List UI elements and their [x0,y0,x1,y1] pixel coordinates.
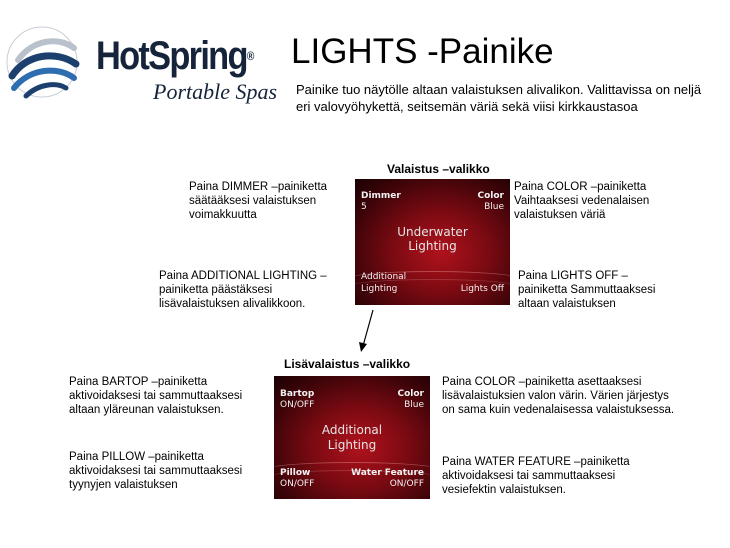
screen-center-line2: Lighting [408,239,457,253]
intro-text: Painike tuo näytölle altaan valaistuksen alivalikon. Valittavissa on neljä eri valovyöhykettä, seitsemän väriä sekä viisi kirkkaustasoa [296,82,702,114]
pillow-value: ON/OFF [280,479,315,489]
bartop-button-title[interactable]: Bartop [280,389,315,399]
color-description: Paina COLOR –painiketta Vaihtaaksesi vedenalaisen valaistuksen väriä [514,181,650,221]
sub-screen-center-line1: Additional [321,423,383,437]
hotspring-logo-icon [4,24,84,100]
screen-center-line1: Underwater [397,225,468,239]
logo-wordmark: HotSpring® [96,34,255,78]
pillow-description: Paina PILLOW –painiketta aktivoidaksesi tai sammuttaaksesi tyynyjen valaistuksen [69,451,243,491]
color-value: Blue [484,202,504,212]
pillow-button-title[interactable]: Pillow [280,468,311,478]
water-feature-value: ON/OFF [389,479,424,489]
registered-mark: ® [246,49,255,63]
bartop-value: ON/OFF [280,400,315,410]
sub-menu-title: Lisävalaistus –valikko [284,357,411,371]
dimmer-value: 5 [361,202,367,212]
sub-screen-center-line2: Lighting [327,438,377,452]
sub-color-value: Blue [404,400,424,410]
lights-off-button[interactable]: Lights Off [460,284,504,294]
page-title: LIGHTS -Painike [291,32,554,71]
additional-lighting-button-line1[interactable]: Additional [361,272,407,282]
additional-lighting-description: Paina ADDITIONAL LIGHTING – painiketta päästäksesi lisävalaistuksen alivalikkoon. [159,270,327,310]
dimmer-button-title[interactable]: Dimmer [361,191,401,201]
dimmer-description: Paina DIMMER –painiketta säätääksesi valaistuksen voimakkuutta [189,181,328,221]
arrow-down-icon [355,308,381,354]
water-feature-button-title[interactable]: Water Feature [351,468,424,478]
color-button-title[interactable]: Color [477,191,504,201]
additional-lighting-button-line2[interactable]: Lighting [361,284,398,294]
main-menu-screen [355,179,510,305]
sub-color-description: Paina COLOR –painiketta asettaaksesi lisävalaistuksien valon värin. Värien järjestys on sama kuin vedenalaisessa valaistuksessa. [442,376,675,416]
main-menu-title: Valaistus –valikko [387,162,490,176]
lights-off-description: Paina LIGHTS OFF – painiketta Sammuttaaksesi altaan valaistuksen [518,270,656,310]
sub-color-button-title[interactable]: Color [397,389,424,399]
logo-tagline: Portable Spas [153,79,278,104]
water-feature-description: Paina WATER FEATURE –painiketta aktivoidaksesi tai sammuttaaksesi vesiefektin valaistuksen. [442,456,630,496]
bartop-description: Paina BARTOP –painiketta aktivoidaksesi tai sammuttaaksesi altaan yläreunan valaistuksen. [69,376,243,416]
sub-menu-screen [274,376,430,499]
